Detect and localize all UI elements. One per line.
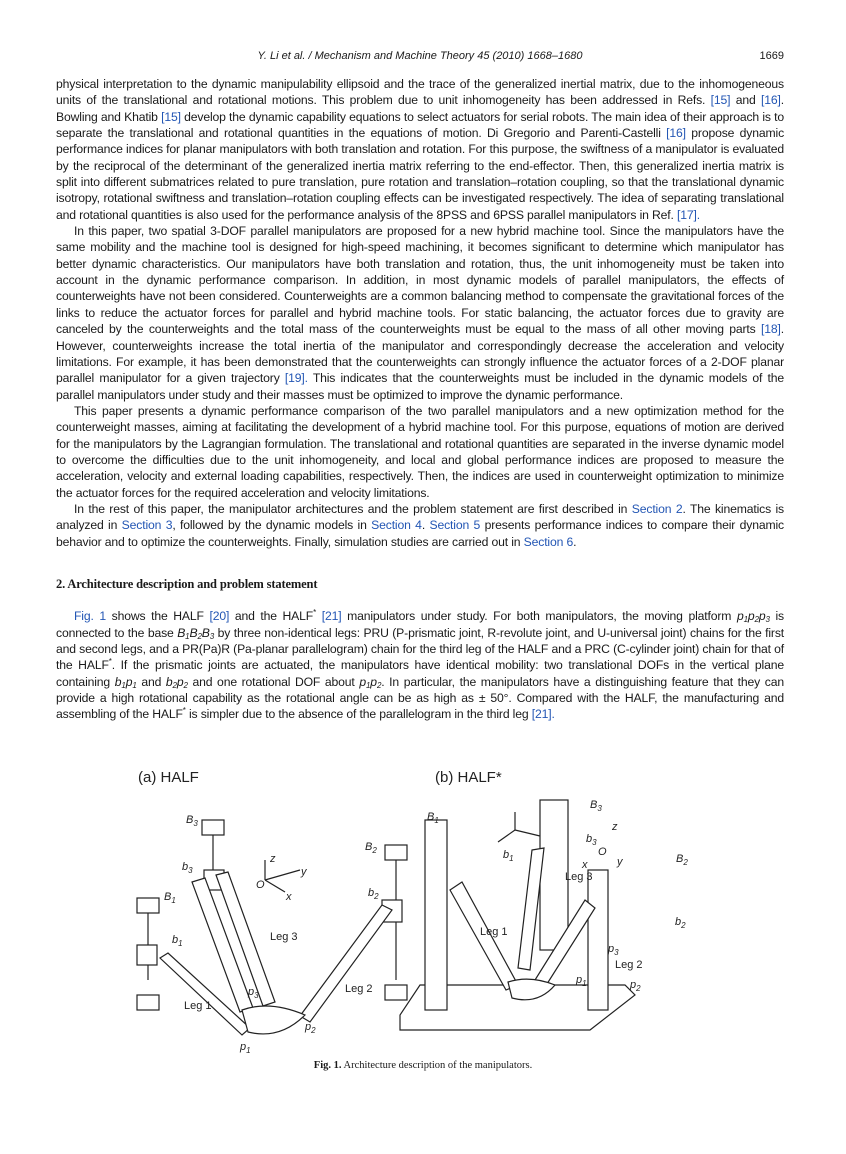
label-b-x: x — [582, 859, 588, 871]
math-symbol: $b_2$ — [165, 674, 177, 690]
reference-link[interactable]: Section 4 — [371, 518, 422, 533]
text-run: presents performance indices to compare their dynamic behavior and to optimize the counterweights. Finally, simulation studies are carried out in — [56, 518, 784, 549]
text-run: and the HALF — [229, 609, 314, 624]
running-title: Y. Li et al. / Mechanism and Machine Theory 45 (2010) 1668–1680 — [257, 50, 583, 62]
label-b-z: z — [612, 821, 618, 833]
label-b-leg1: Leg 1 — [480, 926, 508, 938]
label-a-p1: $p_1$ — [240, 1041, 251, 1055]
label-a-leg1: Leg 1 — [184, 1000, 212, 1012]
reference-link[interactable]: [17]. — [677, 207, 700, 222]
text-run: by three non-identical legs: PRU (P-prismatic joint, R-revolute joint, and U-universal joint) chains for the first and second legs, and a PR(Pa)R (Pa-planar parallelogram) chain for the third leg of the HALF and a PRC (C-cylinder joint) chain for that of the HALF — [56, 625, 784, 673]
label-b-B3: $B_3$ — [590, 799, 602, 813]
superscript: * — [182, 706, 186, 716]
label-a-B1: $B_1$ — [164, 891, 176, 905]
text-run: manipulators under study. For both manipulators, the moving platform — [341, 609, 737, 624]
label-a-z: z — [270, 853, 276, 865]
reference-link[interactable]: [19]. — [284, 371, 308, 386]
text-run: This paper presents a dynamic performance comparison of the two parallel manipulators and a new optimization method for the counterweight masses, aiming at facilitating the development of a hybrid machine tool. For this purpose, equations of motion are derived for the manipulators by the Lagrangian formulation. The translational and rotational quantities are separated in the inverse dynamic model to overcome the difficulties due to the unit inhomogeneity, and local and global performance indices are proposed to measure the acceleration, velocity and external loading capabilities, respectively. Then, the indices are used in counterweight optimization to minimize the actuator forces for the required acceleration and velocity limitations. — [56, 403, 784, 500]
reference-link[interactable]: [21]. — [531, 707, 555, 722]
caption-label: Fig. 1. — [313, 1060, 342, 1071]
paragraph — [56, 223, 784, 403]
panel-a-title: (a) HALF — [138, 769, 199, 786]
label-a-p3: $p_3$ — [248, 986, 259, 1000]
label-b-b1: $b_1$ — [503, 849, 514, 863]
page-number: 1669 — [759, 50, 784, 62]
label-a-leg2: Leg 2 — [345, 983, 373, 995]
figure-1 — [120, 760, 760, 1060]
math-symbol: $p_2$ — [176, 674, 188, 690]
caption-text: Architecture description of the manipulators. — [341, 1060, 533, 1071]
reference-link[interactable]: [18] — [761, 322, 781, 337]
superscript: * — [313, 608, 317, 618]
label-b-p2: $p_2$ — [630, 979, 641, 993]
reference-link[interactable]: [16] — [761, 93, 781, 108]
section-paragraph — [56, 608, 784, 722]
math-symbol: $B_2$ — [189, 625, 202, 641]
reference-link[interactable]: [15] — [161, 109, 181, 124]
math-symbol: $p_1$ — [736, 609, 748, 625]
paragraph — [56, 76, 784, 223]
text-run: physical interpretation to the dynamic manipulability ellipsoid and the trace of the generalized inertial matrix, due to the inhomogeneous units of the translational and rotational motions. This problem due to unit inhomogeneity has been addressed in Refs. — [56, 77, 784, 108]
label-a-y: y — [301, 866, 307, 878]
reference-link[interactable]: Fig. 1 — [74, 609, 106, 624]
label-a-O: O — [256, 879, 265, 891]
label-b-p3: $p_3$ — [608, 943, 619, 957]
reference-link[interactable]: [15] — [710, 93, 731, 108]
text-run: . If the prismatic joints are actuated, the manipulators have identical mobility: two translational DOFs in the vertical plane containing — [56, 658, 784, 689]
label-a-B3: $B_3$ — [186, 814, 198, 828]
label-a-x: x — [286, 891, 292, 903]
label-b-O: O — [598, 846, 607, 858]
superscript: * — [108, 657, 112, 667]
reference-link[interactable]: [16] — [666, 126, 686, 141]
math-symbol: $p_2$ — [370, 674, 382, 690]
label-a-p2: $p_2$ — [305, 1021, 316, 1035]
math-symbol: $B_3$ — [201, 625, 215, 641]
text-run: is simpler due to the absence of the parallelogram in the third leg — [185, 707, 532, 722]
text-run: shows the HALF — [106, 609, 210, 624]
reference-link[interactable]: Section 3 — [121, 518, 173, 533]
reference-link[interactable]: [20] — [209, 609, 230, 624]
paragraph — [56, 403, 784, 501]
text-run: , followed by the dynamic models in — [172, 518, 372, 533]
section-heading: 2. Architecture description and problem statement — [56, 576, 318, 591]
label-a-leg3: Leg 3 — [270, 931, 298, 943]
text-run: is connected to the base — [56, 609, 784, 640]
label-b-p1: $p_1$ — [576, 974, 587, 988]
label-b-y: y — [617, 856, 623, 868]
label-b-b2: $b_2$ — [675, 916, 686, 930]
text-run: . However, counterweights increase the total inertia of the manipulator and correspondingly decrease the acceleration and velocity limitations. For example, it has been demonstrated that the counterweights can strongly influence the actuator forces of a 2-DOF planar parallel manipulator for a given trajectory — [56, 322, 784, 386]
text-run: . Bowling and Khatib — [56, 93, 785, 124]
math-symbol: $p_1$ — [125, 674, 137, 690]
text-run: . The kinematics is analyzed in — [56, 501, 784, 533]
panel-b-title: (b) HALF* — [435, 769, 502, 786]
math-symbol: $p_2$ — [747, 609, 759, 625]
text-run: and one rotational DOF about — [187, 674, 360, 689]
label-a-b2: $b_2$ — [368, 887, 379, 901]
text-run: develop the dynamic capability equations to select actuators for serial robots. The main idea of their approach is to separate the translational and rotational quantities in the equations of motion. Di Gregorio and Parenti-Castelli — [56, 109, 784, 141]
text-run: and — [730, 93, 762, 108]
paragraph — [56, 501, 784, 550]
label-b-B2: $B_2$ — [676, 853, 688, 867]
reference-link[interactable]: Section 6 — [523, 534, 574, 549]
math-symbol: $p_1$ — [359, 674, 371, 690]
article-body — [56, 76, 784, 723]
label-b-leg2: Leg 2 — [615, 959, 643, 971]
manipulator-diagram — [120, 760, 760, 1060]
label-b-leg3: Leg 3 — [565, 871, 593, 883]
label-a-b3: $b_3$ — [182, 861, 193, 875]
text-run: propose dynamic performance indices for planar manipulators with both translation and rotation. For this purpose, the swiftness of a manipulator is evaluated by the reciprocal of the determinant of the generalized inertia matrix referring to the end-effector. Then, this generalized inertia matrix is split into different submatrices related to pure translation, pure rotation and translation–rotation coupling, so that the translational dynamic isotropy, rotational swiftness and translation–rotation coupling effects can be investigated respectively. The idea of separating translational and rotational quantities is also used for the performance analysis of the 8PSS and 6PSS parallel manipulators in Ref. — [56, 126, 785, 222]
reference-link[interactable]: Section 2 — [631, 501, 683, 516]
label-b-B1: $B_1$ — [427, 811, 439, 825]
text-run: and — [136, 674, 166, 689]
text-run: In the rest of this paper, the manipulator architectures and the problem statement are first described in — [74, 501, 632, 516]
text-run: . — [421, 518, 430, 533]
label-a-b1: $b_1$ — [172, 934, 183, 948]
text-run: . — [573, 534, 577, 549]
reference-link[interactable]: [21] — [321, 609, 342, 624]
text-run: . In particular, the manipulators have a distinguishing feature that they can provide a high rotational capability as the rotational angle can be as high as ± 50°. Compared with the HALF, the manufacturing and assembling of the HALF — [56, 674, 784, 722]
figure-caption — [0, 1060, 846, 1071]
label-a-B2: $B_2$ — [365, 841, 377, 855]
label-b-b3: $b_3$ — [586, 833, 597, 847]
reference-link[interactable]: Section 5 — [429, 518, 481, 533]
math-symbol: $p_3$ — [758, 609, 770, 625]
math-symbol: $B_1$ — [177, 625, 190, 641]
text-run: This indicates that the counterweights must be included in the dynamic models of the parallel manipulators under study and their masses must be optimized to improve the dynamic performance. — [56, 371, 784, 402]
math-symbol: $b_1$ — [114, 674, 126, 690]
text-run: In this paper, two spatial 3-DOF parallel manipulators are proposed for a new hybrid machine tool. Since the manipulators have the same mobility and the machine tool is designed for high-speed machining, it becomes significant to determine which manipulator has better dynamic characteristics. Our manipulators have both translation and rotation, thus, the unit inhomogeneity must be taken into account in the dynamic performance comparison. In addition, in most dynamic models of parallel manipulators, the effects of counterweights have not been considered. Counterweights are a common balancing method to compensate the gravitational forces of the links to reduce the actuator forces for parallel and hybrid machine tools. For static balancing, the actuator forces due to gravity are canceled by the counterweights and the total mass of the counterweights must be equal to the mass of all other moving parts — [56, 224, 784, 337]
